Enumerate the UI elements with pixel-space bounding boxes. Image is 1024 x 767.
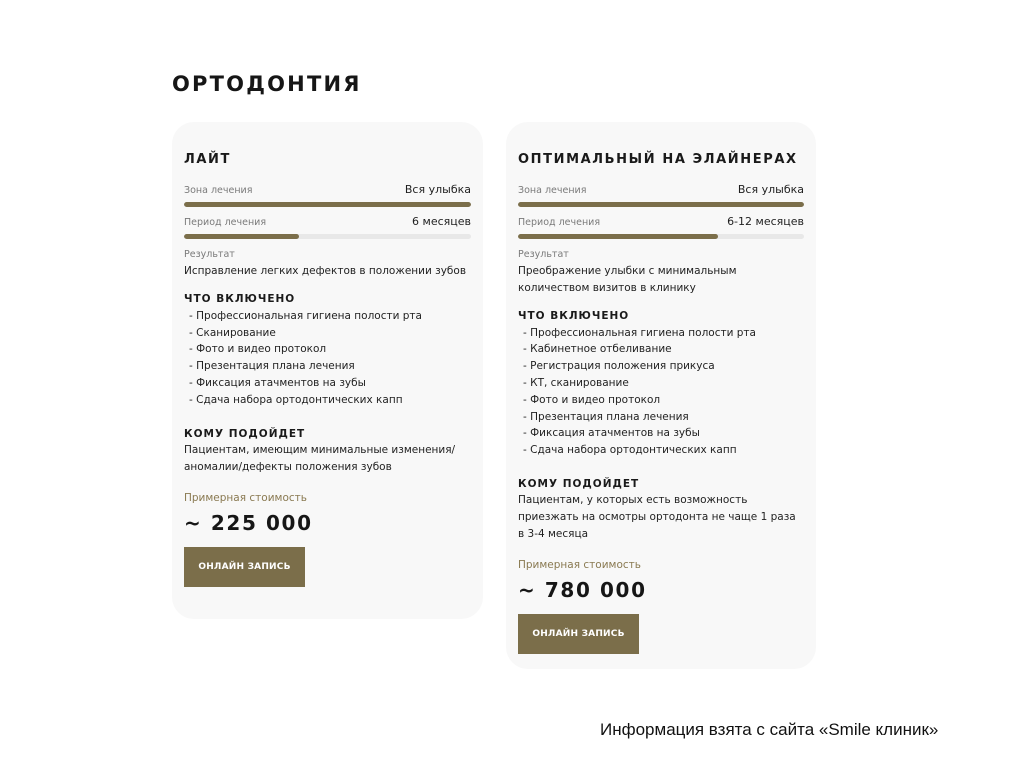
online-booking-button[interactable]: ОНЛАЙН ЗАПИСЬ	[184, 547, 305, 587]
metric-label: Зона лечения	[518, 185, 587, 196]
list-item: - Фото и видео протокол	[518, 392, 804, 409]
online-booking-button[interactable]: ОНЛАЙН ЗАПИСЬ	[518, 614, 639, 654]
fit-heading: КОМУ ПОДОЙДЕТ	[518, 477, 640, 490]
zone-progress-fill	[518, 202, 804, 207]
list-item: - Презентация плана лечения	[184, 358, 471, 375]
list-item: - Сдача набора ортодонтических капп	[518, 442, 804, 459]
metric-value: 6 месяцев	[412, 215, 471, 228]
page-title: ОРТОДОНТИЯ	[172, 72, 362, 96]
list-item: - Профессиональная гигиена полости рта	[518, 325, 804, 342]
zone-progress-bar	[184, 202, 471, 207]
list-item: - КТ, сканирование	[518, 375, 804, 392]
price-value: ~ 780 000	[518, 577, 647, 602]
source-note: Информация взята с сайта «Smile клиник»	[600, 720, 939, 739]
metric-zone	[518, 183, 804, 207]
period-progress-fill	[518, 234, 718, 239]
included-heading: ЧТО ВКЛЮЧЕНО	[184, 292, 296, 305]
result-label: Результат	[184, 249, 235, 260]
list-item: - Профессиональная гигиена полости рта	[184, 308, 471, 325]
result-text: Преображение улыбки с минимальным количеством визитов в клинику	[518, 265, 737, 294]
zone-progress-bar	[518, 202, 804, 207]
list-item: - Кабинетное отбеливание	[518, 341, 804, 358]
list-item: - Сдача набора ортодонтических капп	[184, 392, 471, 409]
metric-label: Период лечения	[518, 217, 601, 228]
metric-period	[184, 215, 471, 239]
price-value: ~ 225 000	[184, 510, 313, 535]
period-progress-fill	[184, 234, 299, 239]
list-item: - Фото и видео протокол	[184, 341, 471, 358]
list-item: - Регистрация положения прикуса	[518, 358, 804, 375]
included-list	[184, 308, 471, 409]
list-item: - Фиксация атачментов на зубы	[184, 375, 471, 392]
included-heading: ЧТО ВКЛЮЧЕНО	[518, 309, 630, 322]
fit-text: Пациентам, имеющим минимальные изменения/ аномалии/дефекты положения зубов	[184, 443, 456, 473]
zone-progress-fill	[184, 202, 471, 207]
plan-card-lite	[172, 122, 483, 619]
result-text: Исправление легких дефектов в положении зубов	[184, 265, 467, 277]
price-label: Примерная стоимость	[518, 558, 641, 571]
metric-label: Период лечения	[184, 217, 267, 228]
period-progress-bar	[184, 234, 471, 239]
metric-zone	[184, 183, 471, 207]
result-label: Результат	[518, 249, 569, 260]
plan-name: ЛАЙТ	[184, 152, 232, 167]
metric-label: Зона лечения	[184, 185, 253, 196]
list-item: - Презентация плана лечения	[518, 409, 804, 426]
list-item: - Сканирование	[184, 325, 471, 342]
list-item: - Фиксация атачментов на зубы	[518, 425, 804, 442]
plan-card-optimal-aligners	[506, 122, 816, 669]
plan-name: ОПТИМАЛЬНЫЙ НА ЭЛАЙНЕРАХ	[518, 152, 798, 167]
included-list	[518, 325, 804, 459]
fit-text: Пациентам, у которых есть возможность приезжать на осмотры ортодонта не чаще 1 раза в 3-4 месяца	[518, 493, 796, 540]
metric-value: Вся улыбка	[404, 183, 471, 196]
metric-period	[518, 215, 804, 239]
fit-heading: КОМУ ПОДОЙДЕТ	[184, 427, 306, 440]
metric-value: 6-12 месяцев	[727, 215, 804, 228]
metric-value: Вся улыбка	[737, 183, 804, 196]
period-progress-bar	[518, 234, 804, 239]
price-label: Примерная стоимость	[184, 491, 307, 504]
